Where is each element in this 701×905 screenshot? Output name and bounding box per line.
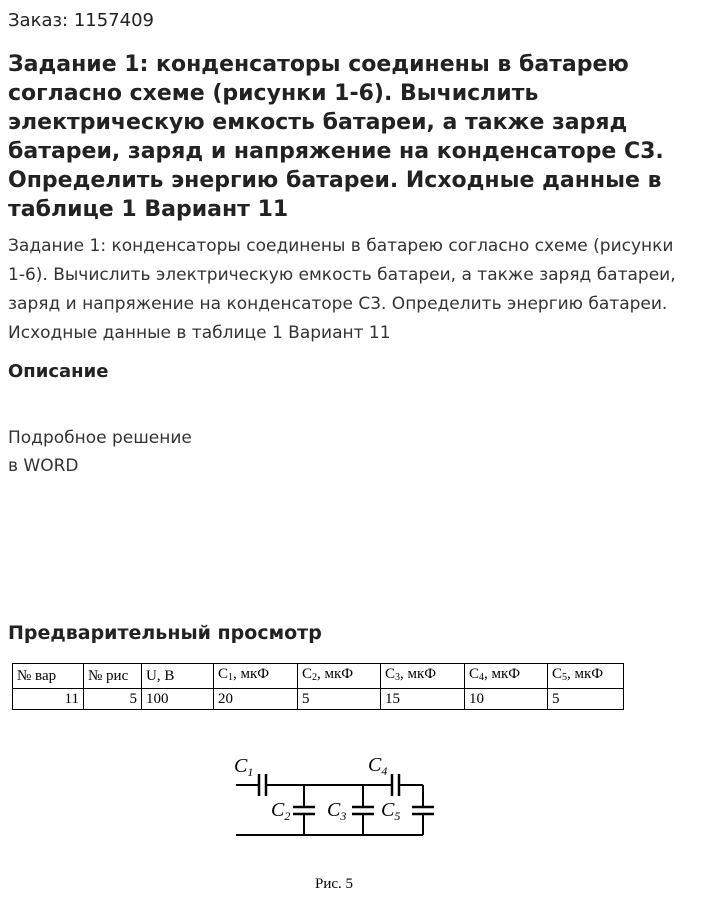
cell-c3: 15: [381, 689, 465, 710]
header-c1-sub: 1: [228, 672, 234, 683]
figure-caption: Рис. 5: [315, 876, 354, 892]
cell-c5: 5: [548, 689, 624, 710]
solution-line-1: Подробное решение: [8, 428, 192, 448]
table-row: [13, 689, 624, 710]
header-c5-base: C: [552, 666, 563, 682]
header-c3-base: C: [385, 666, 396, 682]
header-c2-unit: , мкФ: [317, 666, 354, 682]
solution-line-2: в WORD: [8, 456, 79, 476]
source-data-table: [12, 663, 624, 710]
cell-voltage: 100: [142, 689, 214, 710]
task-description: Задание 1: конденсаторы соединены в батарею согласно схеме (рисунки 1-6). Вычислить электрическую емкость батареи, а также заряд батареи, заряд и напряжение на конденсаторе С3. Определить энергию батареи. Исходные данные в таблице 1 Вариант 11: [8, 236, 676, 343]
cell-c2: 5: [298, 689, 381, 710]
label-c1: $C_1$: [234, 755, 254, 779]
table-header-row: [13, 664, 624, 689]
header-c1-base: C: [218, 666, 229, 682]
header-variant: № вар: [13, 664, 84, 689]
preview-heading: Предварительный просмотр: [8, 622, 322, 644]
label-c3: $C_3$: [327, 799, 347, 823]
order-number: Заказ: 1157409: [8, 10, 154, 31]
header-c1-unit: , мкФ: [233, 666, 270, 682]
circuit-diagram: [220, 748, 445, 843]
label-c4: $C_4$: [368, 754, 388, 778]
header-c1: [214, 664, 298, 689]
cell-c1: 20: [214, 689, 298, 710]
header-figure: № рис: [84, 664, 142, 689]
header-c4: [465, 664, 548, 689]
description-heading: Описание: [8, 361, 109, 382]
header-c4-base: C: [469, 666, 480, 682]
cell-c4: 10: [465, 689, 548, 710]
header-c2-sub: 2: [312, 672, 318, 683]
label-c2: $C_2$: [271, 799, 291, 823]
header-c2: [298, 664, 381, 689]
header-c5-unit: , мкФ: [567, 666, 604, 682]
solution-note: [8, 424, 192, 480]
label-c5: $C_5$: [381, 799, 401, 823]
cell-variant: 11: [13, 689, 84, 710]
header-c3: [381, 664, 465, 689]
header-c2-base: C: [302, 666, 313, 682]
cell-figure: 5: [84, 689, 142, 710]
header-c5: [548, 664, 624, 689]
header-c4-sub: 4: [479, 672, 485, 683]
header-c3-sub: 3: [395, 672, 401, 683]
header-c3-unit: , мкФ: [400, 666, 437, 682]
header-c5-sub: 5: [562, 672, 568, 683]
header-voltage: U, B: [142, 664, 214, 689]
task-title: Задание 1: конденсаторы соединены в батарею согласно схеме (рисунки 1-6). Вычислить электрическую емкость батареи, а также заряд батареи, заряд и напряжение на конденсаторе С3. Определить энергию батареи. Исходные данные в таблице 1 Вариант 11: [8, 52, 664, 222]
header-c4-unit: , мкФ: [484, 666, 521, 682]
